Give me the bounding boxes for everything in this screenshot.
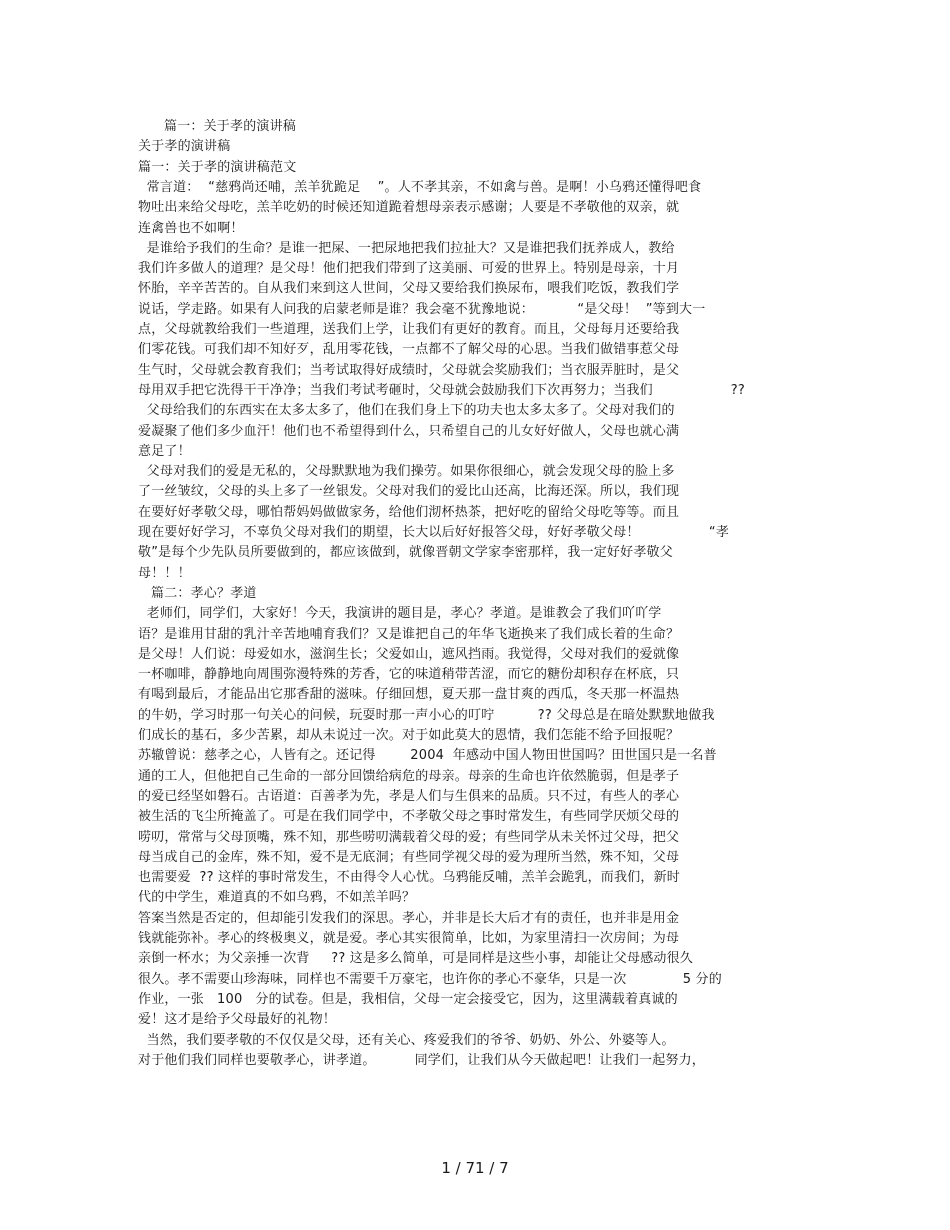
text-line: 生气时，父母就会教育我们；当考试取得好成绩时，父母就会奖励我们；当衣服弄脏时，是父 xyxy=(138,362,680,378)
text-line: 的牛奶，学习时那一句关心的问候，玩耍时那一声小心的叮咛 ?? 父母总是在暗处默默地做我 xyxy=(138,707,715,723)
text-line: 母当成自己的金库，殊不知，爱不是无底洞；有些同学视父母的爱为理所当然，殊不知，父母 xyxy=(138,849,680,865)
text-line: 一杯咖啡，静静地向周围弥漫特殊的芳香，它的味道稍带苦涩，而它的糖份却积存在杯底，只 xyxy=(138,667,680,683)
text-line: 钱就能弥补。孝心的终极奥义，就是爱。孝心其实很简单，比如，为家里清扫一次房间；为母 xyxy=(138,931,680,946)
page-number: 1 / 71 / 7 xyxy=(441,1159,509,1177)
text-line: 常言道： “慈鸦尚还哺，羔羊犹跪足 ”。人不孝其亲，不如禽与兽。是啊！小乌鸦还懂得吧食 xyxy=(138,179,702,195)
text-line: 篇一：关于孝的演讲稿 xyxy=(138,119,296,134)
text-line: 有喝到最后，才能品出它那香甜的滋味。仔细回想，夏天那一盘甘爽的西瓜，冬天那一杯温热 xyxy=(138,687,680,703)
text-line: 点，父母就教给我们一些道理，送我们上学，让我们有更好的教育。而且，父母每月还要给我 xyxy=(138,322,680,337)
text-line: 的爱已经坚如磐石。古语道：百善孝为先，孝是人们与生俱来的品质。只不过，有些人的孝心 xyxy=(138,788,680,804)
text-line: 怀胎，辛辛苦苦的。自从我们来到这人世间，父母又要给我们换尿布，喂我们吃饭，教我们学 xyxy=(138,281,680,297)
text-line: 说话，学走路。如果有人问我的启蒙老师是谁？我会毫不犹豫地说： “是父母！ ”等到大一 xyxy=(138,301,706,317)
text-line: 篇一：关于孝的演讲稿范文 xyxy=(138,159,297,175)
text-line: 老师们，同学们，大家好！今天，我演讲的题目是，孝心？孝道。是谁教会了我们吖吖学 xyxy=(138,606,662,622)
text-line: 对于他们我们同样也要敬孝心，讲孝道。 同学们，让我们从今天做起吧！让我们一起努力， xyxy=(138,1052,705,1068)
text-line: 通的工人，但他把自己生命的一部分回馈给病危的母亲。母亲的生命也许依然脆弱，但是孝子 xyxy=(138,768,680,784)
text-line: 我们许多做人的道理？是父母！他们把我们带到了这美丽、可爱的世界上。特别是母亲，十月 xyxy=(138,261,680,277)
text-line: 连禽兽也不如啊！ xyxy=(138,220,244,236)
text-line: 敬”是每个少先队员所要做到的，都应该做到，就像晋朝文学家李密那样，我一定好好孝敬父 xyxy=(138,545,673,561)
text-line: 母！！！ xyxy=(138,565,191,581)
text-line: 了一丝皱纹，父母的头上多了一丝银发。父母对我们的爱比山还高，比海还深。所以，我们现 xyxy=(138,484,680,500)
text-line: 父母给我们的东西实在太多太多了，他们在我们身上下的功夫也太多太多了。父母对我们的 xyxy=(138,403,675,419)
text-line: 是谁给予我们的生命？是谁一把屎、一把尿地把我们拉扯大？又是谁把我们抚养成人，教给 xyxy=(138,240,675,256)
text-line: 在要好好孝敬父母，哪怕帮妈妈做做家务，给他们沏杯热茶，把好吃的留给父母吃等等。而且 xyxy=(138,504,680,520)
text-line: 们成长的基石，多少苦累，却从未说过一次。对于如此莫大的恩情，我们怎能不给予回报呢？ xyxy=(138,728,680,743)
text-line: 意足了！ xyxy=(138,443,191,459)
text-line: 唠叨，常常与父母顶嘴，殊不知，那些唠叨满载着父母的爱；有些同学从未关怀过父母，把父 xyxy=(138,829,680,845)
text-line: 语？是谁用甘甜的乳汁辛苦地哺育我们？又是谁把自己的年华飞逝换来了我们成长着的生命？ xyxy=(138,626,680,642)
text-line: 被生活的飞尘所掩盖了。可是在我们同学中，不孝敬父母之事时常发生，有些同学厌烦父母的 xyxy=(138,809,680,825)
text-line: 篇二：孝心？孝道 xyxy=(138,585,257,601)
text-line: 作业，一张 100 分的试卷。但是，我相信，父母一定会接受它，因为，这里满载着真诚的 xyxy=(138,991,678,1007)
text-line: 物吐出来给父母吃，羔羊吃奶的时候还知道跪着想母亲表示感谢；人要是不孝敬他的双亲，就 xyxy=(138,200,680,216)
text-line: 们零花钱。可我们却不知好歹，乱用零花钱，一点都不了解父母的心思。当我们做错事惹父母 xyxy=(138,342,680,358)
text-line: 很久。孝不需要山珍海味，同样也不需要千万豪宅，也许你的孝心不豪华，只是一次 5 分的 xyxy=(138,971,722,987)
text-line: 关于孝的演讲稿 xyxy=(138,139,231,155)
text-line: 母用双手把它洗得干干净净；当我们考试考砸时，父母就会鼓励我们下次再努力；当我们 ?? xyxy=(138,382,745,398)
text-line: 爱！这才是给予父母最好的礼物！ xyxy=(138,1012,337,1028)
text-line: 答案当然是否定的，但却能引发我们的深思。孝心，并非是长大后才有的责任，也并非是用金 xyxy=(138,910,680,926)
text-line: 亲倒一杯水；为父亲捶一次背 ?? 这是多么简单，可是同样是这些小事，却能让父母感动很久 xyxy=(138,951,693,967)
text-line: 爱凝聚了他们多少血汗！他们也不希望得到什么，只希望自己的儿女好好做人，父母也就心满 xyxy=(138,423,680,439)
text-line: 代的中学生，难道真的不如乌鸦，不如羔羊吗？ xyxy=(138,890,416,906)
text-line: 当然，我们要孝敬的不仅仅是父母，还有关心、疼爱我们的爷爷、奶奶、外公、外婆等人。 xyxy=(138,1032,675,1048)
text-line: 现在要好好学习，不辜负父母对我们的期望，长大以后好好报答父母，好好孝敬父母！ “孝 xyxy=(138,525,730,540)
text-line: 也需要爱 ?? 这样的事时常发生，不由得令人心忧。乌鸦能反哺，羔羊会跪乳，而我们，新时 xyxy=(138,870,680,886)
text-line: 是父母！人们说：母爱如水，滋润生长；父爱如山，遮风挡雨。我觉得，父母对我们的爱就像 xyxy=(138,646,680,662)
text-line: 父母对我们的爱是无私的，父母默默地为我们操劳。如果你很细心，就会发现父母的脸上多 xyxy=(138,464,675,480)
text-line: 苏辙曾说：慈孝之心，人皆有之。还记得 2004 年感动中国人物田世国吗？田世国只是一名普 xyxy=(138,748,717,764)
